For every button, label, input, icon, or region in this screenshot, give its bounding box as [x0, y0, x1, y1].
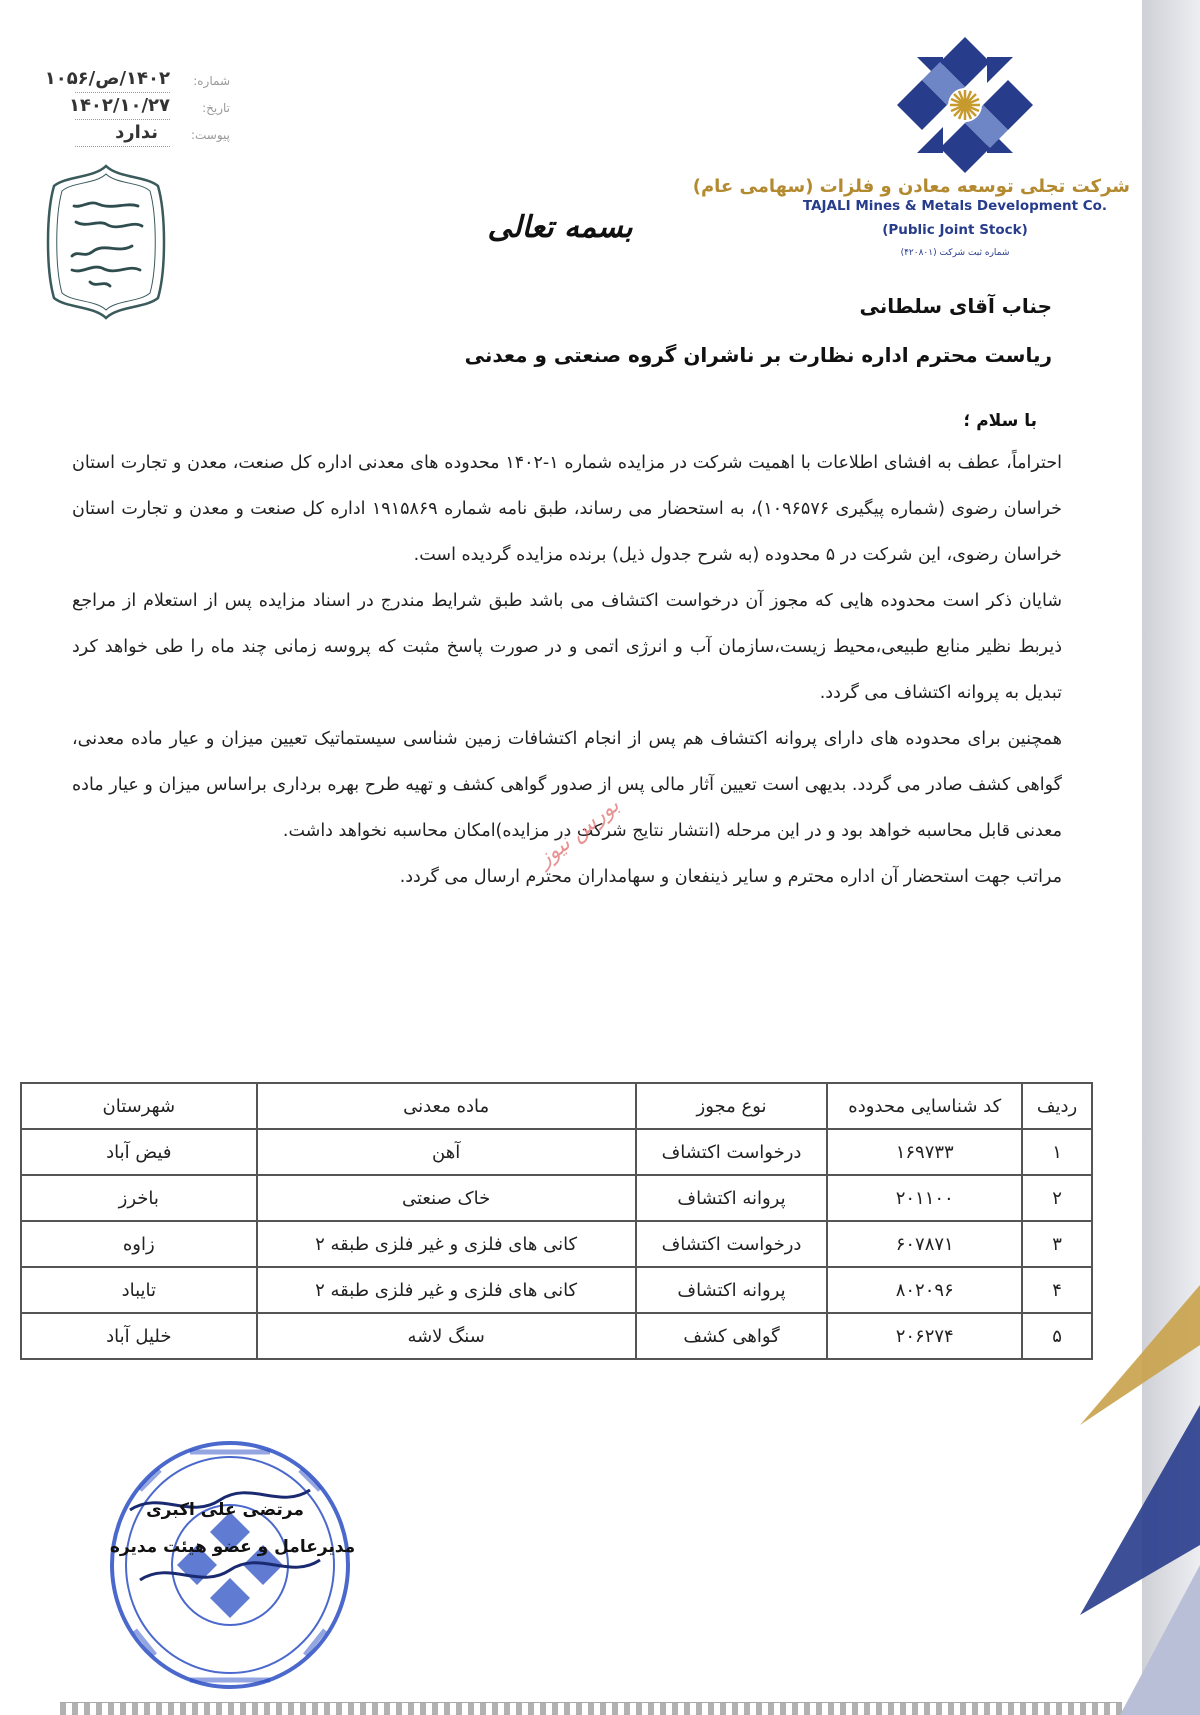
meta-attachment-row	[20, 122, 230, 149]
company-name-en: TAJALI Mines & Metals Development Co.	[802, 198, 1108, 214]
number-value: ۱۴۰۲/ص/۱۰۵۶	[44, 68, 170, 89]
cell-row-number: ۴	[1022, 1267, 1092, 1313]
footer-divider	[60, 1702, 1122, 1715]
number-label: شماره:	[193, 74, 230, 88]
date-label: تاریخ:	[202, 101, 230, 115]
cell-area-code: ۶۰۷۸۷۱	[827, 1221, 1022, 1267]
body-paragraph: احتراماً، عطف به افشای اطلاعات با اهمیت شرکت در مزایده شماره ۱-۱۴۰۲ محدوده های معدنی اداره کل صنعت، معدن و تجارت استان خراسان رضوی (شماره پیگیری ۱۰۹۶۵۷۶)، به استحضار می رساند، طبق نامه شماره ۱۹۱۵۸۶۹ اداره کل صنعت و معدن و تجارت استان خراسان رضوی، این شرکت در ۵ محدوده (به شرح جدول ذیل) برنده مزایده گردیده است.	[72, 453, 1063, 565]
cell-mineral: آهن	[257, 1129, 636, 1175]
divider	[75, 146, 170, 147]
cell-row-number: ۳	[1022, 1221, 1092, 1267]
results-table	[20, 1082, 1093, 1360]
cell-license-type: پروانه اکتشاف	[636, 1175, 828, 1221]
slogan-emblem	[46, 162, 166, 322]
table-row	[21, 1221, 1092, 1267]
cell-area-code: ۲۰۶۲۷۴	[827, 1313, 1022, 1359]
table-row	[21, 1175, 1092, 1221]
cell-city: فیض آباد	[21, 1129, 257, 1175]
meta-date-row	[20, 95, 230, 122]
cell-license-type: گواهی کشف	[636, 1313, 828, 1359]
col-header-area-code: کد شناسایی محدوده	[827, 1083, 1022, 1129]
cell-license-type: درخواست اکتشاف	[636, 1221, 828, 1267]
attachment-label: پیوست:	[190, 128, 230, 142]
meta-number-row	[20, 68, 230, 95]
table-header-row	[21, 1083, 1092, 1129]
cell-city: تایباد	[21, 1267, 257, 1313]
date-value: ۱۴۰۲/۱۰/۲۷	[68, 95, 170, 116]
divider	[75, 119, 170, 120]
watermark-stamp: بورس نیوز	[532, 792, 625, 873]
recipient-title: ریاست محترم اداره نظارت بر ناشران گروه صنعتی و معدنی	[464, 343, 1052, 367]
recipient-name: جناب آقای سلطانی	[859, 294, 1052, 318]
body-paragraph: همچنین برای محدوده های دارای پروانه اکتشاف هم پس از انجام اکتشافات زمین شناسی سیستماتیک تعیین میزان و عیار ماده معدنی، گواهی کشف صادر می گردد. بدیهی است تعیین آثار مالی پس از صدور گواهی کشف و تهیه طرح بهره برداری براساس میزان و عیار ماده معدنی قابل محاسبه خواهد بود و در این مرحله (انتشار نتایج شرکت در مزایده)امکان محاسبه نخواهد داشت.	[72, 729, 1062, 841]
body-paragraph: مراتب جهت استحضار آن اداره محترم و سایر ذینفعان و سهامداران محترم ارسال می گردد.	[399, 867, 1062, 887]
bismillah-heading: بسمه تعالی	[487, 210, 633, 245]
cell-city: زاوه	[21, 1221, 257, 1267]
col-header-mineral: ماده معدنی	[257, 1083, 636, 1129]
company-seal	[100, 1430, 360, 1700]
corner-decoration	[1080, 1285, 1200, 1715]
cell-license-type: درخواست اکتشاف	[636, 1129, 828, 1175]
cell-area-code: ۲۰۱۱۰۰	[827, 1175, 1022, 1221]
cell-row-number: ۲	[1022, 1175, 1092, 1221]
salutation: با سلام ؛	[963, 411, 1037, 431]
company-logo-icon	[895, 35, 1035, 175]
attachment-value: ندارد	[115, 122, 158, 143]
company-registration: شماره ثبت شرکت (۴۲۰۸۰۱)	[900, 248, 1010, 258]
cell-mineral: خاک صنعتی	[257, 1175, 636, 1221]
table-row	[21, 1129, 1092, 1175]
cell-mineral: کانی های فلزی و غیر فلزی طبقه ۲	[257, 1267, 636, 1313]
table-row	[21, 1267, 1092, 1313]
divider	[75, 92, 170, 93]
cell-mineral: کانی های فلزی و غیر فلزی طبقه ۲	[257, 1221, 636, 1267]
cell-area-code: ۸۰۲۰۹۶	[827, 1267, 1022, 1313]
company-type: (Public Joint Stock)	[882, 222, 1028, 238]
cell-row-number: ۱	[1022, 1129, 1092, 1175]
body-paragraph: شایان ذکر است محدوده هایی که مجوز آن درخواست اکتشاف می باشد طبق شرایط مندرج در اسناد مزایده پس از استعلام از مراجع ذیربط نظیر منابع طبیعی،محیط زیست،سازمان آب و انرژی اتمی و در صورت پاسخ مثبت که پروسه زمانی چند ماه را طی خواهد کرد تبدیل به پروانه اکتشاف می گردد.	[72, 591, 1062, 703]
table-row	[21, 1313, 1092, 1359]
letter-meta	[20, 68, 230, 149]
cell-city: باخرز	[21, 1175, 257, 1221]
signer-name: مرتضی علی اکبری	[146, 1500, 304, 1520]
cell-license-type: پروانه اکتشاف	[636, 1267, 828, 1313]
col-header-row-number: ردیف	[1022, 1083, 1092, 1129]
col-header-city: شهرستان	[21, 1083, 257, 1129]
col-header-license-type: نوع مجوز	[636, 1083, 828, 1129]
cell-city: خلیل آباد	[21, 1313, 257, 1359]
cell-area-code: ۱۶۹۷۳۳	[827, 1129, 1022, 1175]
cell-row-number: ۵	[1022, 1313, 1092, 1359]
cell-mineral: سنگ لاشه	[257, 1313, 636, 1359]
company-name-fa: شرکت تجلی توسعه معادن و فلزات (سهامی عام)	[692, 176, 1130, 197]
signer-title: مدیرعامل و عضو هیئت مدیره	[109, 1537, 356, 1557]
